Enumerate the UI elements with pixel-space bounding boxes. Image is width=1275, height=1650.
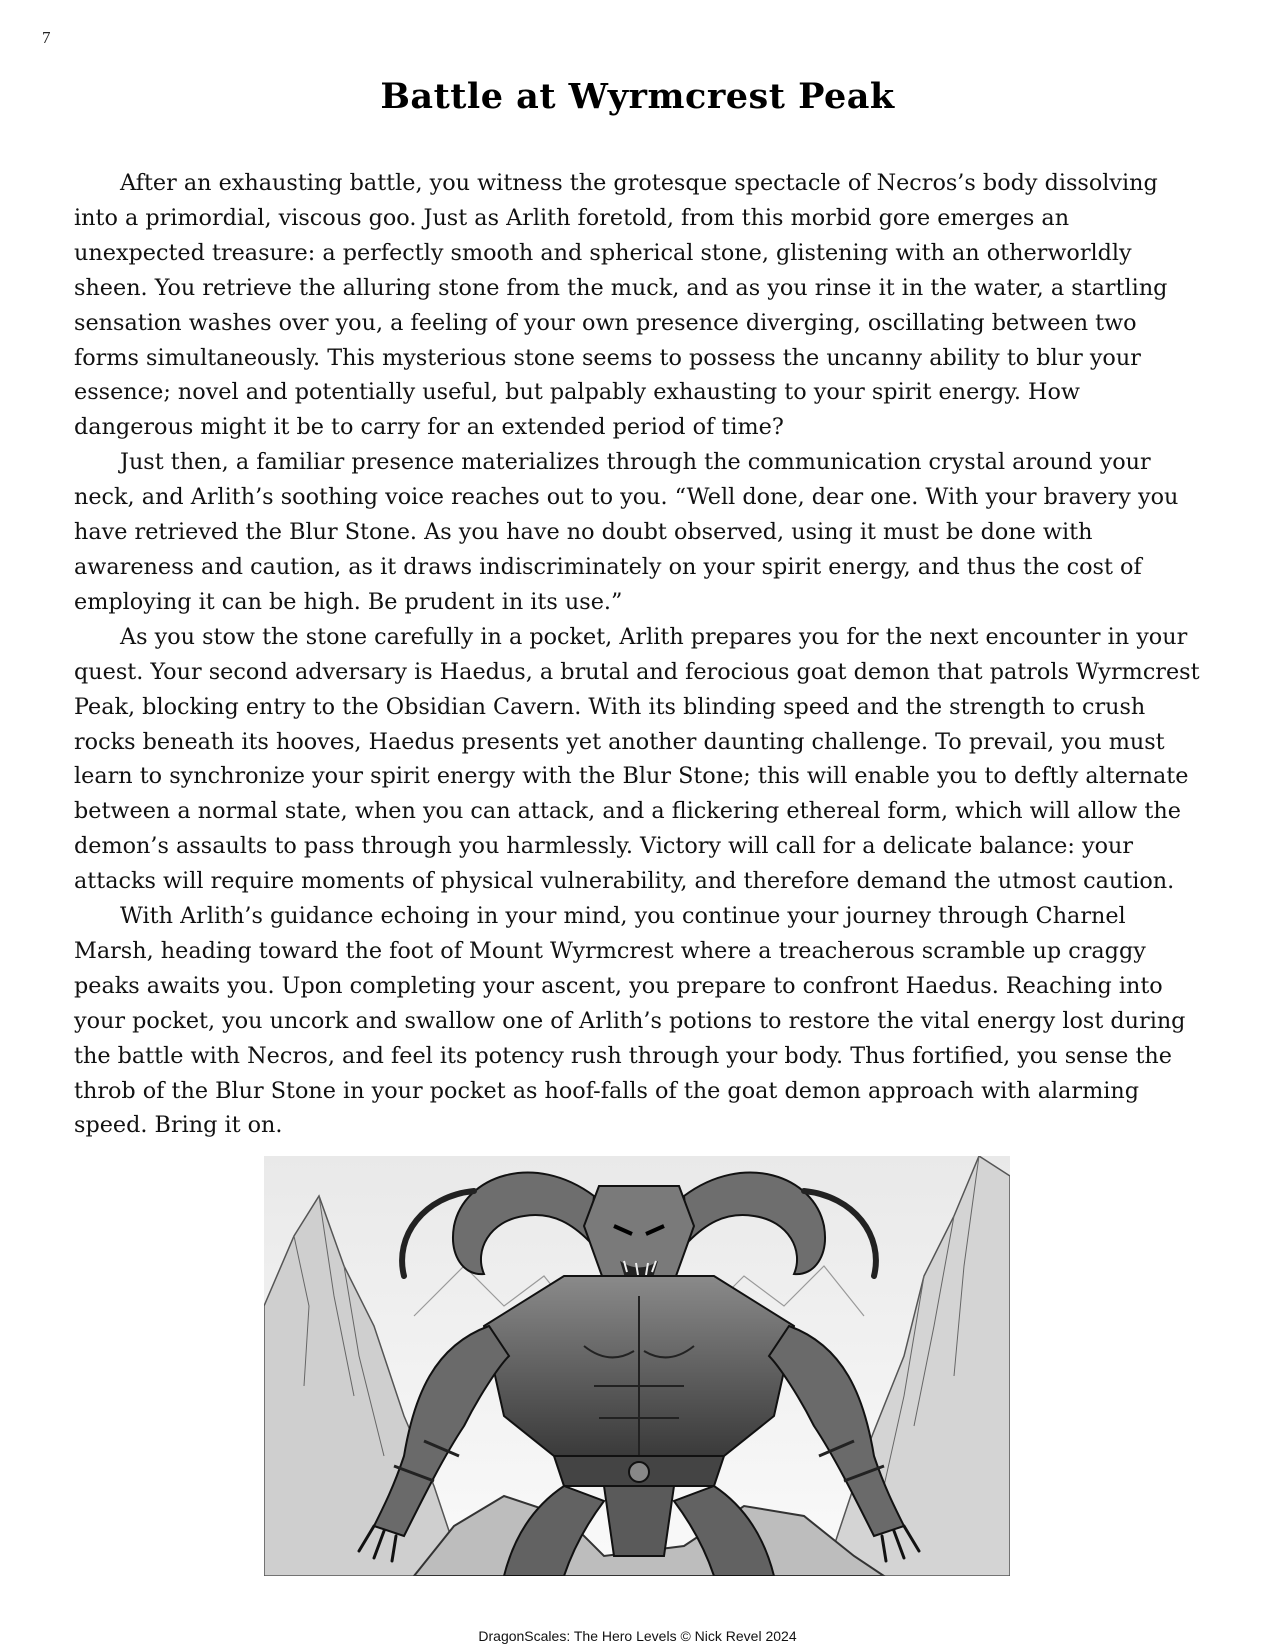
story-text [74, 166, 1202, 1143]
paragraph-3: As you stow the stone carefully in a pocket, Arlith prepares you for the next encounter in your quest. Your second adversary is Haedus, a brutal and ferocious goat demon that patrols Wyrmcrest Peak, blocking entry to the Obsidian Cavern. With its blinding speed and the strength to crush rocks beneath its hooves, Haedus presents yet another daunting challenge. To prevail, you must learn to synchronize your spirit energy with the Blur Stone; this will enable you to deftly alternate between a normal state, when you can attack, and a flickering ethereal form, which will allow the demon’s assaults to pass through you harmlessly. Victory will call for a delicate balance: your attacks will require moments of physical vulnerability, and therefore demand the utmost caution. [74, 623, 1200, 895]
page-number: 7 [42, 28, 51, 47]
paragraph-4: With Arlith’s guidance echoing in your mind, you continue your journey through Charnel Marsh, heading toward the foot of Mount Wyrmcrest where a treacherous scramble up craggy peaks awaits you. Upon completing your ascent, you prepare to confront Haedus. Reaching into your pocket, you uncork and swallow one of Arlith’s potions to restore the vital energy lost during the battle with Necros, and feel its potency rush through your body. Thus fortified, you sense the throb of the Blur Stone in your pocket as hoof-falls of the goat demon approach with alarming speed. Bring it on. [74, 903, 1186, 1139]
page-title: Battle at Wyrmcrest Peak [380, 76, 895, 117]
paragraph-2: Just then, a familiar presence materializes through the communication crystal around your neck, and Arlith’s soothing voice reaches out to you. “Well done, dear one. With your bravery you have retrieved the Blur Stone. As you have no doubt observed, using it must be done with awareness and caution, as it draws indiscriminately on your spirit energy, and thus the cost of employing it can be high. Be prudent in its use.” [74, 449, 1179, 615]
paragraph-1: After an exhausting battle, you witness the grotesque spectacle of Necros’s body dissolving into a primordial, viscous goo. Just as Arlith foretold, from this morbid gore emerges an unexpected treasure: a perfectly smooth and spherical stone, glistening with an otherworldly sheen. You retrieve the alluring stone from the muck, and as you rinse it in the water, a startling sensation washes over you, a feeling of your own presence diverging, oscillating between two forms simultaneously. This mysterious stone seems to possess the uncanny ability to blur your essence; novel and potentially useful, but palpably exhausting to your spirit energy. How dangerous might it be to carry for an extended period of time? [74, 170, 1168, 441]
goat-demon-illustration [264, 1156, 1010, 1576]
page-footer: DragonScales: The Hero Levels © Nick Revel 2024 [478, 1628, 797, 1644]
